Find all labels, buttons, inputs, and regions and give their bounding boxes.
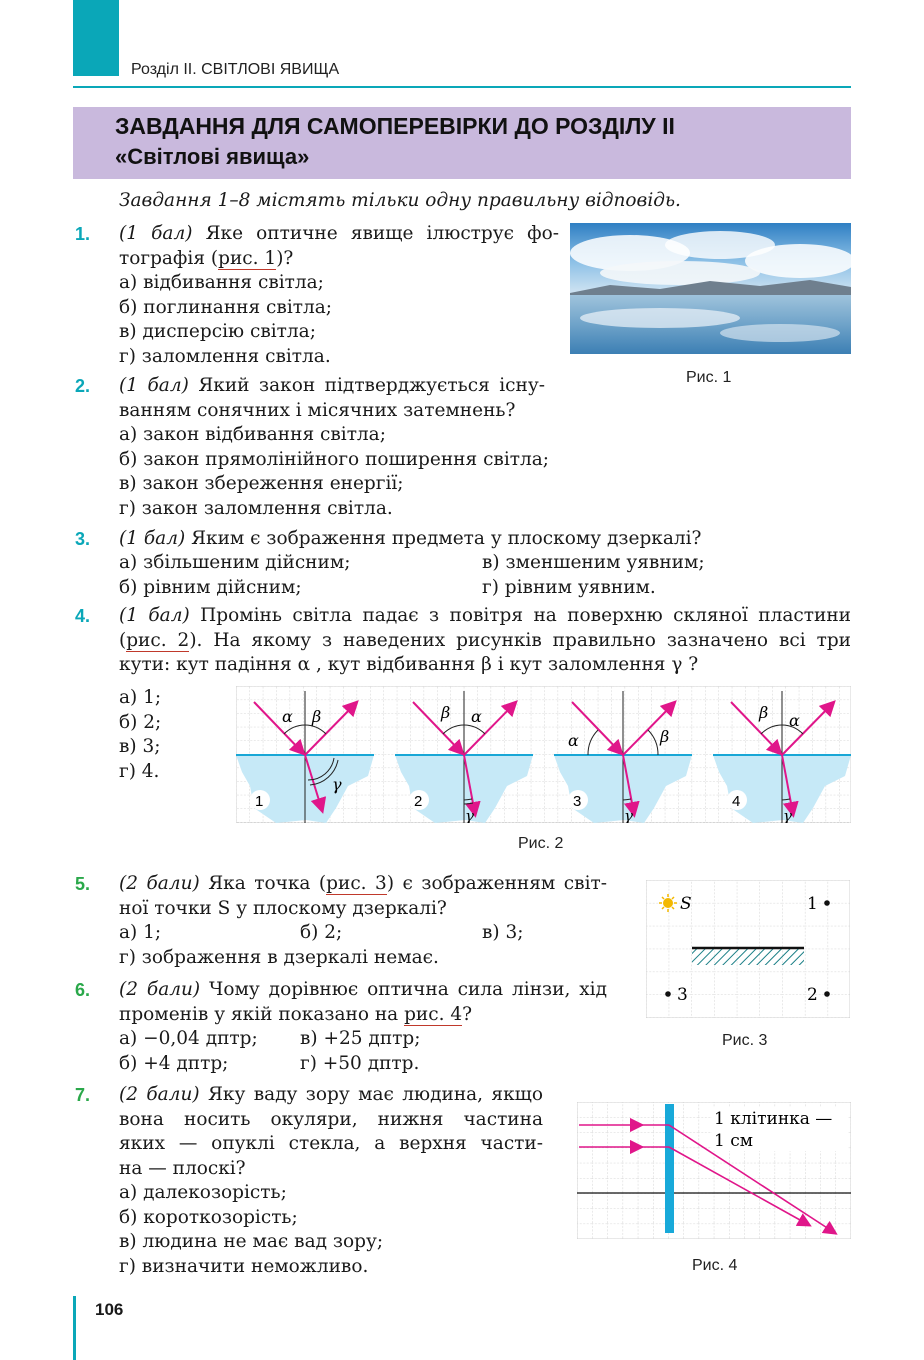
- q5-option-d: г) зображення в дзеркалі немає.: [119, 947, 439, 968]
- q7-text: (2 бали) Яку ваду зору має людина, якщо вона носить окуляри, нижня частина яких — опуклі стекла, а верхня части- на — плоскі? а) далекозорість; б) короткозорість; в) людина не має вад зору; г) визначити неможливо.: [119, 1083, 543, 1279]
- q6-option-c: в) +25 дптр;: [300, 1028, 421, 1049]
- q6-option-a: а) −0,04 дптр;: [119, 1028, 258, 1049]
- q7-number: 7.: [75, 1085, 91, 1105]
- q7-option-b: б) короткозорість;: [119, 1206, 298, 1228]
- q6-fig-link[interactable]: рис. 4: [404, 1003, 463, 1025]
- q3-number: 3.: [75, 529, 91, 549]
- fig2-p2-label: 2: [414, 793, 423, 810]
- q5-option-b: б) 2;: [300, 922, 343, 943]
- header-tab: [73, 0, 119, 76]
- fig2-p2-alpha: α: [471, 707, 482, 726]
- fig3-diagram: [646, 880, 850, 1018]
- q4-fig-link[interactable]: рис. 2: [126, 629, 190, 651]
- fig1-photo: [570, 223, 851, 354]
- fig3-mirror: [692, 948, 804, 965]
- fig3-caption: Рис. 3: [722, 1032, 768, 1049]
- fig4-lens: [665, 1104, 674, 1233]
- q3-text: (1 бал) Яким є зображення предмета у плоскому дзеркалі?: [119, 528, 702, 549]
- q1-option-c: в) дисперсію світла;: [119, 321, 316, 342]
- q5-fig-link[interactable]: рис. 3: [326, 873, 387, 894]
- fig2-p4-beta: β: [759, 703, 769, 722]
- q7-option-a: а) далекозорість;: [119, 1182, 287, 1203]
- fig2-p3-label: 3: [573, 793, 582, 810]
- fig4-scale-note-2: 1 см: [714, 1131, 753, 1151]
- q1-number: 1.: [75, 224, 91, 244]
- q2-text: (1 бал) Який закон підтверджується існу- ванням сонячних і місячних затемнень? а) закон відбивання світла; б) закон прямолінійного поширення світла; в) закон збереження енергії; г) закон заломлення світла.: [119, 374, 545, 521]
- q6-option-d: г) +50 дптр.: [300, 1053, 420, 1074]
- q2-option-b: б) закон прямолінійного поширення світла;: [119, 448, 550, 470]
- section-header: Розділ ІІ. СВІТЛОВІ ЯВИЩА: [131, 61, 340, 78]
- fig2-p4-label: 4: [732, 793, 741, 810]
- fig2-p3-gamma: γ: [624, 807, 633, 823]
- fig2-p1-gamma: γ: [332, 775, 342, 794]
- q5-option-a: а) 1;: [119, 922, 162, 943]
- fig2-p2-gamma: γ: [465, 807, 474, 823]
- fig2-p4-alpha: α: [789, 711, 800, 730]
- fig3-point-1: [824, 900, 830, 906]
- fig2-p4-gamma: γ: [783, 807, 792, 823]
- q2-option-a: а) закон відбивання світла;: [119, 424, 386, 445]
- fig3-point-2-label: 2: [807, 985, 818, 1005]
- fig2-p1-label: 1: [255, 793, 264, 810]
- fig2-diagram: [236, 686, 851, 823]
- q5-number: 5.: [75, 874, 91, 894]
- q4-options: [119, 686, 161, 784]
- q4-text: (1 бал) Промінь світла падає з повітря на поверхню скляної пластини (рис. 2). На якому з наведених рисунків правильно зазначено всі три кути: кут падіння α , кут відбивання β і кут заломлення γ ?: [119, 605, 852, 675]
- page-title: ЗАВДАННЯ ДЛЯ САМОПЕРЕВІРКИ ДО РОЗДІЛУ ІІ: [115, 113, 675, 139]
- q1-option-b: б) поглинання світла;: [119, 296, 332, 318]
- q4-option-a: а) 1;: [119, 687, 162, 708]
- q1-score: (1 бал): [119, 223, 193, 244]
- intro: Завдання 1–8 містять тільки одну правильну відповідь.: [119, 190, 681, 211]
- q7-option-c: в) людина не має вад зору;: [119, 1231, 384, 1252]
- fig3-point-3: [665, 991, 671, 997]
- q3-option-b: б) рівним дійсним;: [119, 577, 302, 598]
- q7-option-d: г) визначити неможливо.: [119, 1255, 369, 1277]
- fig2-p1-alpha: α: [282, 707, 293, 726]
- q6-text: (2 бали) Чому дорівнює оптична сила лінзи, хід променів у якій показано на рис. 4?: [119, 979, 607, 1025]
- fig1-caption: Рис. 1: [686, 369, 732, 386]
- fig2-caption: Рис. 2: [518, 835, 564, 852]
- q4-option-b: б) 2;: [119, 711, 162, 733]
- fig4-caption: Рис. 4: [692, 1257, 738, 1274]
- q5-option-c: в) 3;: [482, 922, 524, 943]
- fig3-point-1-label: 1: [807, 894, 818, 914]
- page-number: 106: [95, 1300, 124, 1319]
- q3-option-c: в) зменшеним уявним;: [482, 552, 705, 573]
- q1-fig-link[interactable]: рис. 1: [218, 247, 277, 269]
- fig3-point-2: [824, 991, 830, 997]
- q1-option-d: г) заломлення світла.: [119, 345, 331, 367]
- fig2-p1-beta: β: [312, 707, 322, 726]
- q1-text: (1 бал) Яке оптичне явище ілюструє фо- тографія (рис. 1)? а) відбивання світла; б) поглинання світла; в) дисперсію світла; г) заломлення світла.: [119, 222, 559, 369]
- q2-number: 2.: [75, 376, 91, 396]
- fig2-p3-beta: β: [660, 727, 670, 746]
- fig3-point-3-label: 3: [677, 985, 688, 1005]
- q6-number: 6.: [75, 980, 91, 1000]
- fig3-source-label: S: [680, 894, 692, 914]
- q4-option-d: г) 4.: [119, 760, 160, 782]
- q4-option-c: в) 3;: [119, 736, 161, 757]
- fig4-diagram: [577, 1102, 851, 1239]
- q1-option-a: а) відбивання світла;: [119, 272, 324, 293]
- page-subtitle: «Світлові явища»: [115, 144, 310, 169]
- q3-option-a: а) збільшеним дійсним;: [119, 552, 351, 573]
- q6-option-b: б) +4 дптр;: [119, 1053, 229, 1074]
- header-rule: [73, 86, 851, 88]
- fig2-p3-alpha: α: [568, 731, 579, 750]
- fig2-p2-beta: β: [441, 703, 451, 722]
- q2-option-c: в) закон збереження енергії;: [119, 473, 404, 494]
- q5-text: (2 бали) Яка точка (рис. 3) є зображенням світ- ної точки S у плоскому дзеркалі?: [119, 873, 607, 919]
- q2-option-d: г) закон заломлення світла.: [119, 497, 393, 519]
- q3-option-d: г) рівним уявним.: [482, 577, 656, 598]
- footer-bar: [73, 1296, 76, 1360]
- q4-number: 4.: [75, 606, 91, 626]
- fig4-scale-note-1: 1 клітинка —: [714, 1109, 833, 1129]
